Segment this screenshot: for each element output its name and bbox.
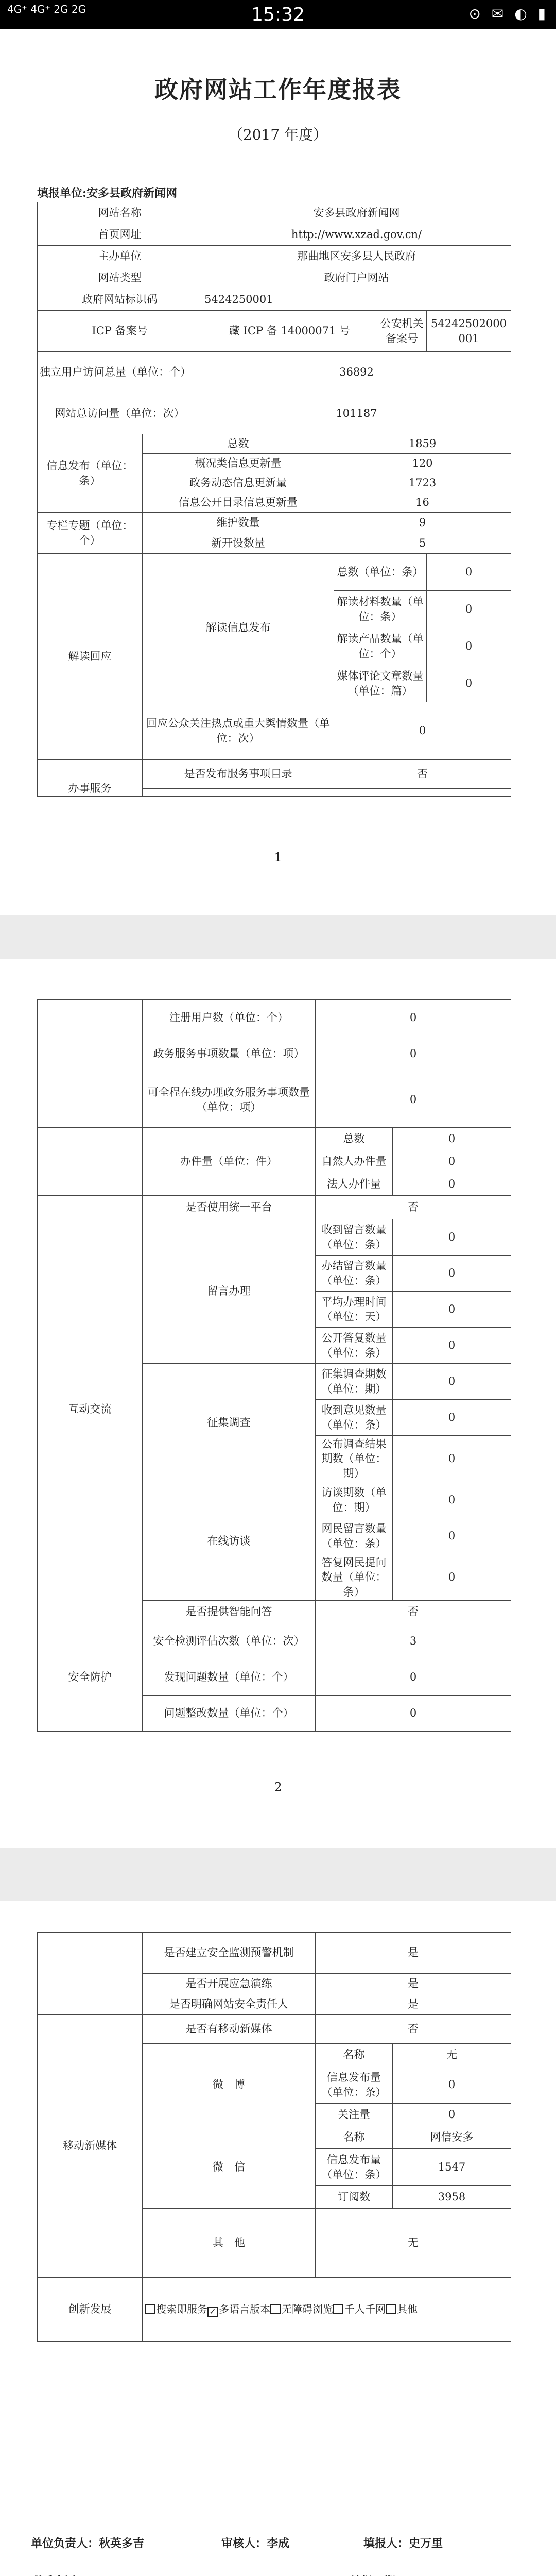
interp-total-label: 总数（单位：条） — [334, 554, 427, 591]
new-value: 5 — [334, 533, 511, 554]
h-person-label: 自然人办件量 — [316, 1150, 393, 1173]
maint-value: 9 — [334, 513, 511, 533]
interp-mat-label: 解读材料数量（单位：条） — [334, 591, 427, 628]
interp-pub-label: 解读信息发布 — [143, 554, 334, 702]
info-section-label: 信息发布（单位：条） — [38, 434, 143, 513]
uv-value: 36892 — [202, 352, 511, 393]
items-value: 0 — [316, 1036, 511, 1072]
clock: 15:32 — [251, 4, 305, 25]
option-label-4: 千人千网 — [344, 2302, 386, 2315]
msg-recv-value: 0 — [393, 1219, 511, 1256]
sv-pub-value: 0 — [393, 1436, 511, 1482]
p2-handle-blank — [38, 1128, 143, 1196]
p3-security-blank — [38, 1933, 143, 2015]
service-dir-label: 是否发布服务事项目录 — [143, 760, 334, 789]
service-dir-value: 否 — [334, 760, 511, 789]
h-total-value: 0 — [393, 1128, 511, 1150]
interp-section-label: 解读回应 — [38, 554, 143, 760]
dynamic-label: 政务动态信息更新量 — [143, 473, 334, 493]
contact-phone — [31, 2573, 174, 2576]
hot-label: 回应公众关注热点或重大舆情数量（单位：次） — [143, 702, 334, 760]
interp-prod-value: 0 — [427, 628, 511, 665]
reviewer: 审核人：李成 — [221, 2537, 290, 2550]
interp-media-value: 0 — [427, 665, 511, 702]
option-checkbox-2[interactable]: ✓ — [207, 2307, 218, 2317]
home-url-value: http://www.xzad.gov.cn/ — [202, 224, 511, 246]
wx-name-label: 名称 — [316, 2126, 393, 2149]
interaction-section-label: 互动交流 — [38, 1196, 143, 1623]
option-checkbox-3[interactable] — [270, 2304, 281, 2314]
overview-label: 概况类信息更新量 — [143, 454, 334, 473]
psb-value: 54242502000001 — [427, 311, 511, 352]
h-person-value: 0 — [393, 1150, 511, 1173]
drill-label: 是否开展应急演练 — [143, 1974, 316, 1994]
option-checkbox-1[interactable] — [145, 2304, 155, 2314]
warn-label: 是否建立安全监测预警机制 — [143, 1933, 316, 1974]
fix-label: 问题整改数量（单位：个） — [143, 1696, 316, 1732]
msg-days-label: 平均办理时间（单位：天） — [316, 1292, 393, 1328]
tk-count-value: 0 — [393, 1482, 511, 1518]
tk-a-label: 答复网民提问数量（单位：条） — [316, 1554, 393, 1601]
option-checkbox-4[interactable] — [333, 2304, 343, 2314]
site-name-value: 安多县政府新闻网 — [202, 202, 511, 224]
pv-label: 网站总访问量（单位：次） — [38, 393, 202, 434]
unit-leader: 单位负责人：秋英多吉 — [31, 2537, 145, 2550]
wb-pub-value: 0 — [393, 2066, 511, 2104]
wb-fans-label: 关注量 — [316, 2104, 393, 2126]
hot-value: 0 — [334, 702, 511, 760]
interp-media-label: 媒体评论文章数量（单位：篇） — [334, 665, 427, 702]
interp-prod-label: 解读产品数量（单位：个） — [334, 628, 427, 665]
uv-label: 独立用户访问总量（单位：个） — [38, 352, 202, 393]
host-label: 主办单位 — [38, 246, 202, 267]
maint-label: 维护数量 — [143, 513, 334, 533]
talk-label: 在线访谈 — [143, 1482, 316, 1601]
report-table-1 — [37, 202, 511, 797]
scan-label: 安全检测评估次数（单位：次） — [143, 1623, 316, 1659]
items-label: 政务服务事项数量（单位：项） — [143, 1036, 316, 1072]
page-number-1: 1 — [274, 850, 282, 865]
mobile-section-label: 移动新媒体 — [38, 2015, 143, 2278]
report-year: （2017 年度） — [228, 126, 328, 143]
online-label: 可全程在线办理政务服务事项数量（单位：项） — [143, 1072, 316, 1128]
psb-label: 公安机关备案号 — [377, 311, 427, 352]
msg-done-label: 办结留言数量（单位：条） — [316, 1256, 393, 1292]
tk-q-value: 0 — [393, 1518, 511, 1554]
h-legal-value: 0 — [393, 1173, 511, 1196]
innovation-options — [143, 2278, 511, 2342]
wx-sub-value: 3958 — [393, 2186, 511, 2209]
msg-done-value: 0 — [393, 1256, 511, 1292]
bug-value: 0 — [316, 1659, 511, 1696]
filing-unit: 填报单位:安多县政府新闻网 — [37, 187, 178, 200]
column-section-label: 专栏专题（单位：个） — [38, 513, 143, 554]
handle-label: 办件量（单位：件） — [143, 1128, 316, 1196]
h-legal-label: 法人办件量 — [316, 1173, 393, 1196]
home-url-label: 首页网址 — [38, 224, 202, 246]
tk-count-label: 访谈期数（单位：期） — [316, 1482, 393, 1518]
wechat-label: 微 信 — [143, 2126, 316, 2209]
host-value: 那曲地区安多县人民政府 — [202, 246, 511, 267]
page-separator-2 — [0, 1848, 556, 1901]
unified-label: 是否使用统一平台 — [143, 1196, 316, 1219]
reg-label: 注册用户数（单位：个） — [143, 1000, 316, 1036]
site-name-label: 网站名称 — [38, 202, 202, 224]
open-dir-value: 16 — [334, 493, 511, 513]
innovation-section-label: 创新发展 — [38, 2278, 143, 2342]
interp-mat-value: 0 — [427, 591, 511, 628]
msg-pub-label: 公开答复数量（单位：条） — [316, 1328, 393, 1364]
option-checkbox-5[interactable] — [386, 2304, 396, 2314]
resp-label: 是否明确网站安全责任人 — [143, 1994, 316, 2015]
service-section-label: 办事服务 — [38, 760, 143, 797]
sv-count-label: 征集调查期数（单位：期） — [316, 1364, 393, 1400]
option-label-3: 无障碍浏览 — [282, 2302, 333, 2315]
service-blank — [143, 789, 334, 797]
weibo-label: 微 博 — [143, 2044, 316, 2126]
site-type-value: 政府门户网站 — [202, 267, 511, 289]
site-type-label: 网站类型 — [38, 267, 202, 289]
wb-name-label: 名称 — [316, 2044, 393, 2066]
pv-value: 101187 — [202, 393, 511, 434]
option-label-5: 其他 — [397, 2302, 418, 2315]
wx-pub-label: 信息发布量（单位：条） — [316, 2149, 393, 2186]
dynamic-value: 1723 — [334, 473, 511, 493]
info-total-value: 1859 — [334, 434, 511, 454]
msg-pub-value: 0 — [393, 1328, 511, 1364]
wx-pub-value: 1547 — [393, 2149, 511, 2186]
has-mobile-label: 是否有移动新媒体 — [143, 2015, 316, 2044]
sv-recv-value: 0 — [393, 1400, 511, 1436]
other-value: 无 — [316, 2209, 511, 2278]
msg-recv-label: 收到留言数量（单位：条） — [316, 1219, 393, 1256]
drill-value: 是 — [316, 1974, 511, 1994]
bug-label: 发现问题数量（单位：个） — [143, 1659, 316, 1696]
filing-date — [350, 2573, 540, 2576]
tk-a-value: 0 — [393, 1554, 511, 1601]
network-indicator: 4G⁺ 4G⁺ 2G 2G — [7, 3, 86, 15]
option-label-1: 搜索即服务 — [156, 2302, 207, 2315]
site-id-value: 5424250001 — [202, 289, 511, 311]
interp-total-value: 0 — [427, 554, 511, 591]
overview-value: 120 — [334, 454, 511, 473]
online-value: 0 — [316, 1072, 511, 1128]
survey-label: 征集调查 — [143, 1364, 316, 1482]
new-label: 新开设数量 — [143, 533, 334, 554]
has-mobile-value: 否 — [316, 2015, 511, 2044]
status-icons: ⊙ ✉ ◐ ▮ — [468, 5, 549, 22]
smart-label: 是否提供智能问答 — [143, 1601, 316, 1623]
icp-value: 藏 ICP 备 14000071 号 — [202, 311, 377, 352]
status-bar — [0, 0, 556, 29]
page-separator — [0, 915, 556, 959]
reg-value: 0 — [316, 1000, 511, 1036]
p2-service-blank — [38, 1000, 143, 1128]
h-total-label: 总数 — [316, 1128, 393, 1150]
wx-name-value: 网信安多 — [393, 2126, 511, 2149]
wx-sub-label: 订阅数 — [316, 2186, 393, 2209]
wb-fans-value: 0 — [393, 2104, 511, 2126]
info-total-label: 总数 — [143, 434, 334, 454]
other-label: 其 他 — [143, 2209, 316, 2278]
wb-pub-label: 信息发布量（单位：条） — [316, 2066, 393, 2104]
security-section-label: 安全防护 — [38, 1623, 143, 1732]
icp-label: ICP 备案号 — [38, 311, 202, 352]
smart-value: 否 — [316, 1601, 511, 1623]
scan-value: 3 — [316, 1623, 511, 1659]
sv-count-value: 0 — [393, 1364, 511, 1400]
site-id-label: 政府网站标识码 — [38, 289, 202, 311]
tk-q-label: 网民留言数量（单位：条） — [316, 1518, 393, 1554]
service-blank-value — [334, 789, 511, 797]
resp-value: 是 — [316, 1994, 511, 2015]
warn-value: 是 — [316, 1933, 511, 1974]
sv-recv-label: 收到意见数量（单位：条） — [316, 1400, 393, 1436]
page-number-2: 2 — [274, 1780, 282, 1794]
report-table-3 — [37, 1932, 511, 2342]
fix-value: 0 — [316, 1696, 511, 1732]
report-table-2 — [37, 999, 511, 1732]
option-label-2: 多语言版本 — [219, 2302, 270, 2315]
msg-label: 留言办理 — [143, 1219, 316, 1364]
msg-days-value: 0 — [393, 1292, 511, 1328]
open-dir-label: 信息公开目录信息更新量 — [143, 493, 334, 513]
report-title: 政府网站工作年度报表 — [154, 76, 402, 104]
sv-pub-label: 公布调查结果期数（单位：期） — [316, 1436, 393, 1482]
wb-name-value: 无 — [393, 2044, 511, 2066]
unified-value: 否 — [316, 1196, 511, 1219]
filler: 填报人：史万里 — [363, 2537, 443, 2550]
